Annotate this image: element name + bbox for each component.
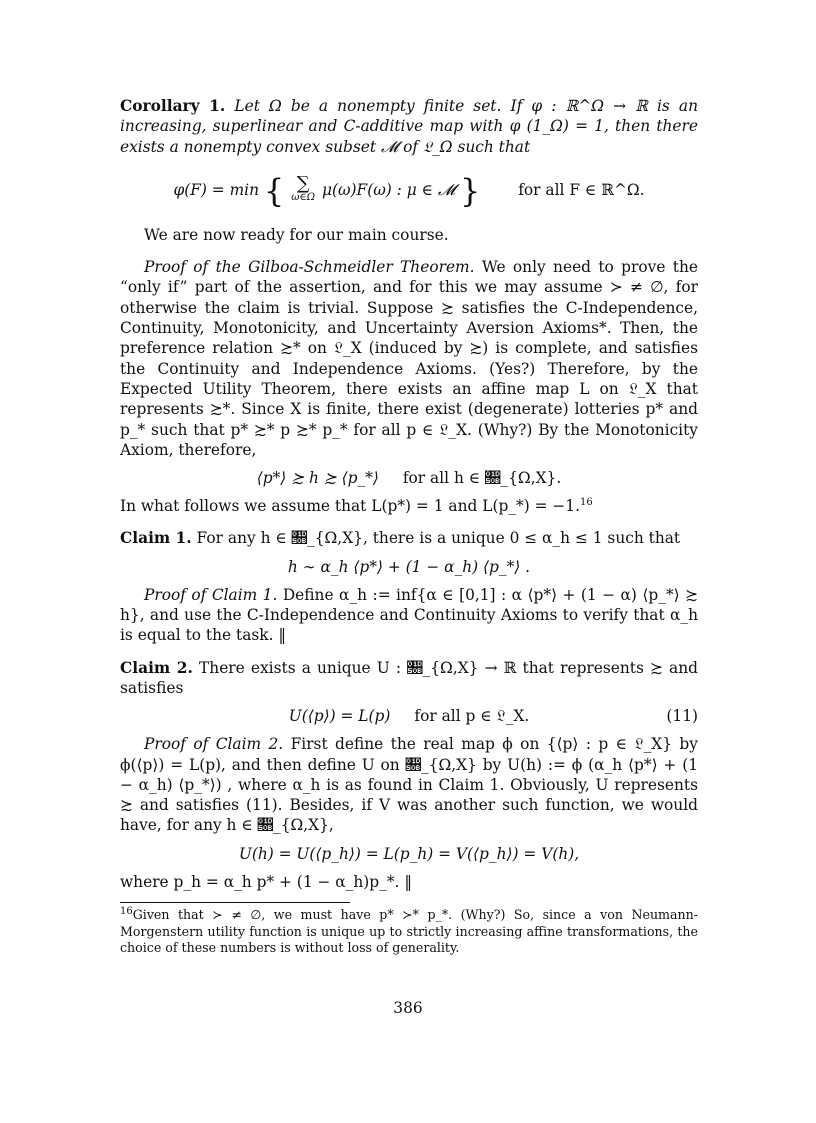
uniqueness-display — [120, 844, 698, 864]
eq-body: μ(ω)F(ω) : μ ∈ 𝓜 — [321, 180, 456, 199]
equation-11-tail: for all p ∈ 𝔏_X. — [414, 707, 530, 726]
equation-11 — [120, 706, 698, 726]
monotonicity-display — [120, 468, 698, 488]
sigma-icon: ∑ — [296, 172, 310, 194]
page-body — [120, 96, 698, 957]
claim2-text: There exists a unique U : 𝔋_{Ω,X} → ℝ that represents ≿ and satisfies — [120, 658, 698, 697]
left-brace-icon: { — [263, 171, 285, 210]
ready-paragraph: We are now ready for our main course. — [144, 225, 449, 244]
claim1-proof-text: Define α_h := inf{α ∈ [0,1] : α ⟨p*⟩ + (1 − α) ⟨p_*⟩ ≿ h}, and use the C-Independence and Continuity Axioms to verify that α_h is equal to the task. ‖ — [120, 585, 698, 645]
right-brace-icon: } — [460, 171, 481, 210]
monotonicity-tail: for all h ∈ 𝔋_{Ω,X}. — [402, 469, 562, 488]
claim1-label: Claim 1. — [120, 529, 192, 548]
claim1-text: For any h ∈ 𝔋_{Ω,X}, there is a unique 0 ≤ α_h ≤ 1 such that — [196, 529, 681, 548]
claim1-proof-title: Proof of Claim 1. — [144, 585, 278, 604]
claim1-display — [120, 557, 698, 577]
page-number: 386 — [393, 999, 423, 1017]
footnote-ref: 16 — [579, 497, 593, 509]
main-proof-paragraph — [120, 257, 698, 460]
main-proof-title: Proof of the Gilboa-Schmeidler Theorem. — [144, 258, 475, 277]
claim1-proof-paragraph — [120, 585, 698, 646]
footnote-mark: 16 — [120, 905, 133, 917]
main-proof-text: We only need to prove the “only if” part of the assertion, and for this we may assume ≻ ≠ ∅, for otherwise the claim is trivial. Suppose ≿ satisfies the C-Independence, Continuity, Monotonicity, and Uncertainty Aversion Axioms*. Then, the preference relation ≿* on 𝔏_X (induced by ≿) is complete, and satisfies the Continuity and Independence Axioms. (Yes?) Therefore, by the Expected Utility Theorem, there exists an affine map L on 𝔏_X that represents ≿*. Since X is finite, there exist (degenerate) lotteries p* and p_* such that p* ≿* p ≿* p_* for all p ∈ 𝔏_X. (Why?) By the Monotonicity Axiom, therefore, — [120, 258, 698, 459]
claim2-proof-paragraph — [120, 734, 698, 835]
equation-number: (11) — [666, 707, 698, 726]
monotonicity-formula: ⟨p*⟩ ≿ h ≿ ⟨p_*⟩ — [256, 469, 379, 488]
assumption-paragraph — [120, 496, 698, 516]
equation-11-formula: U(⟨p⟩) = L(p) — [288, 707, 391, 726]
corollary-equation — [120, 167, 698, 213]
claim1-paragraph — [120, 528, 698, 548]
claim2-paragraph — [120, 658, 698, 699]
eq-tail: for all F ∈ ℝ^Ω. — [518, 180, 645, 199]
eq-lhs: φ(F) = min — [173, 180, 260, 199]
corollary-text: Let Ω be a nonempty finite set. If φ : ℝ^Ω → ℝ is an increasing, superlinear and C-additive map with φ (1_Ω) = 1, then there exists a nonempty convex subset 𝓜 of 𝔏_Ω such that — [120, 97, 698, 156]
claim2-label: Claim 2. — [120, 658, 193, 677]
corollary-paragraph — [120, 96, 698, 157]
footnote-16 — [120, 907, 698, 957]
corollary-label: Corollary 1. — [120, 97, 226, 115]
footnote-rule — [120, 902, 350, 903]
footnote-text: Given that ≻ ≠ ∅, we must have p* ≻* p_*. (Why?) So, since a von Neumann-Morgenstern utility function is unique up to strictly increasing affine transformations, the choice of these numbers is without loss of generality. — [120, 907, 698, 956]
sum-symbol — [291, 172, 316, 205]
claim2-proof-text: First define the real map ϕ on {⟨p⟩ : p ∈ 𝔏_X} by ϕ(⟨p⟩) = L(p), and then define U on 𝔋_{Ω,X} by U(h) := ϕ (α_h ⟨p*⟩ + (1 − α_h) ⟨p_*⟩) , where α_h is as found in Claim 1. Obviously, U represents ≿ and satisfies (11). Besides, if V was another such function, we would have, for any h ∈ 𝔋_{Ω,X}, — [120, 735, 698, 835]
closing-paragraph: where p_h = α_h p* + (1 − α_h)p_*. ‖ — [120, 872, 413, 891]
assumption-text: In what follows we assume that L(p*) = 1 and L(p_*) = −1. — [120, 497, 580, 516]
claim2-proof-title: Proof of Claim 2. — [144, 735, 284, 754]
sum-subscript: ω∈Ω — [291, 191, 316, 203]
claim1-formula: h ∼ α_h ⟨p*⟩ + (1 − α_h) ⟨p_*⟩ . — [287, 557, 531, 576]
uniqueness-formula: U(h) = U(⟨p_h⟩) = L(p_h) = V(⟨p_h⟩) = V(h), — [238, 844, 580, 863]
